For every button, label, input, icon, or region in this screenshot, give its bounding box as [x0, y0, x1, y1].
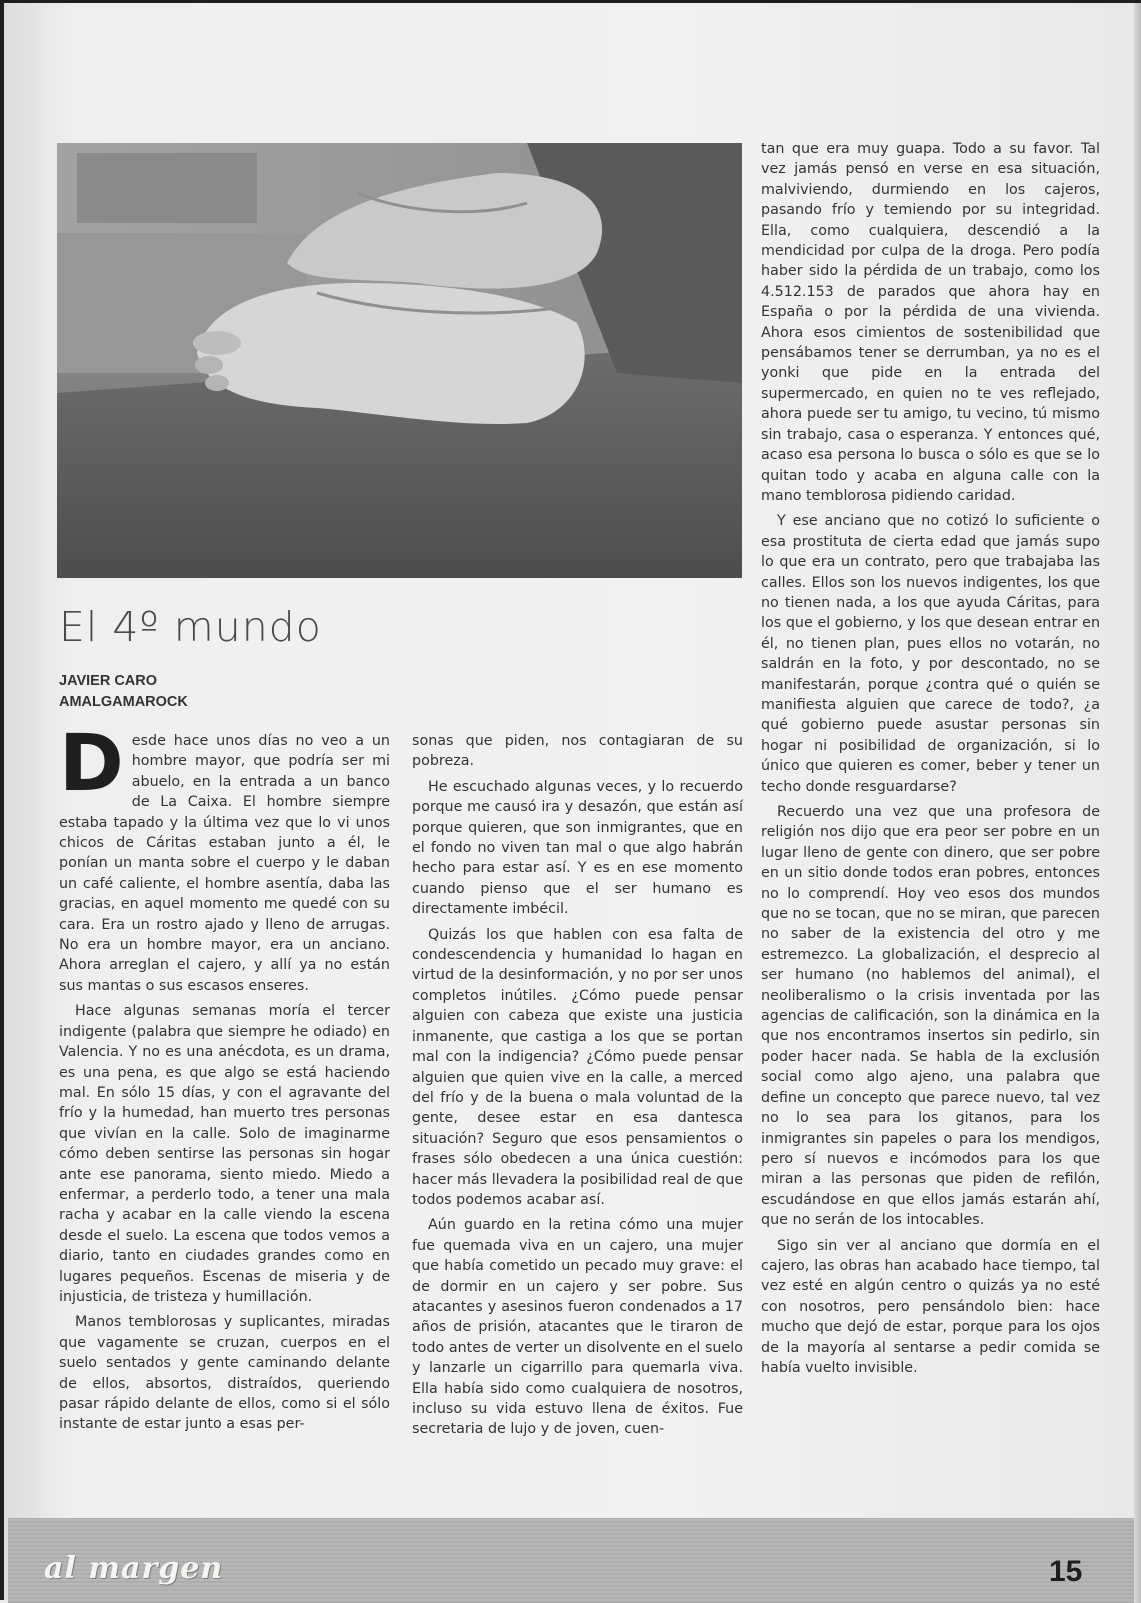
text-column-1 — [59, 719, 390, 1440]
drop-cap: D — [59, 719, 124, 809]
article-photo-bare-feet — [57, 143, 742, 578]
text-column-3 — [761, 139, 1100, 1383]
paragraph: Desde hace unos días no veo a un hombre mayor, que podría ser mi abuelo, en la entrada a un banco de La Caixa. El hombre siempre estaba tapado y la última vez que lo vi unos chicos de Cáritas estaban junto a él, le ponían un manta sobre el cuerpo y le daban un café caliente, el hombre asentía, daba las gracias, en aquel momento me quedé con su cara. Era un rostro ajado y lleno de arrugas. No era un hombre mayor, era un anciano. Ahora arreglan el cajero, y allí ya no están sus mantas o sus escasos enseres. — [59, 719, 390, 994]
page-number: 15 — [1049, 1555, 1083, 1588]
author-name: JAVIER CARO — [59, 673, 158, 689]
paragraph: Y ese anciano que no cotizó lo suficiente o esa prostituta de cierta edad que jamás supo lo que era un contrato, pero que trabajaba las calles. Ellos son los nuevos indigentes, los que no tienen nada, a los que ayuda Cáritas, para los que el gobierno, y los que desean entrar en él, no tienen plan, pues ellos no votarán, no saldrán en la foto, y por descontado, no se manifestarán, porque ¿contra qué o quién se manifiesta alguien que carece de todo?, ¿a qué gobierno puede asustar personas sin hogar ni posibilidad de organización, si lo único que quieren es comer, beber y tener un techo donde resguardarse? — [761, 513, 1100, 795]
paragraph: sonas que piden, nos contagiaran de su pobreza. — [412, 733, 743, 770]
magazine-logo: al margen — [44, 1551, 224, 1586]
paragraph: Recuerdo una vez que una profesora de religión nos dijo que era peor ser pobre en un lugar lleno de gente con dinero, que ser pobre en un sitio donde todos eran pobres, entonces no lo comprendí. Hoy veo esos dos mundos que no se tocan, que no se miran, que parecen no saber de la existencia del otro y me estremezco. La globalización, el desprecio al ser humano (no hablemos del animal), el neoliberalismo o la crisis inventada por las agencias de calificación, son la dinámica en la que nos encontramos insertos sin pedirlo, sin poder hacer nada. Se habla de la exclusión social como algo ajeno, una palabra que define un concepto que parece nuevo, tal vez no lo sea para los gitanos, para los inmigrantes sin papeles o para los mendigos, pero sí nuevos e incómodos para los que miran a las personas que piden de refilón, escudándose en que ellos jamás estarán ahí, que no serán de los intocables. — [761, 804, 1100, 1229]
page-edge — [1134, 3, 1141, 1603]
publication-name: AMALGAMAROCK — [59, 694, 188, 710]
paragraph: Hace algunas semanas moría el tercer indigente (palabra que siempre he odiado) en Valencia. Y no es una anécdota, es un drama, es una pena, es que algo se está haciendo mal. En sólo 15 días, y con el agravante del frío y la humedad, han muerto tres personas que vivían en la calle. Solo de imaginarme cómo deben sentirse las personas sin hogar ante ese panorama, siento miedo. Miedo a enfermar, a perderlo todo, a tener una mala racha y acabar en la calle viendo la escena desde el suelo. La escena que todos vemos a diario, tanto en ciudades grandes como en lugares pequeños. Escenas de miseria y de injusticia, de tristeza y humillación. — [59, 1003, 390, 1305]
byline — [59, 671, 188, 713]
feet-photo-illustration — [57, 143, 742, 578]
paragraph: Sigo sin ver al anciano que dormía en el cajero, las obras han acabado hace tiempo, tal vez esté en algún centro o quizás ya no esté con nosotros, pero pensándolo bien: hace mucho que dejó de estar, porque para los ojos de la mayoría al sentarse a pedir comida se había vuelto invisible. — [761, 1237, 1100, 1376]
paragraph: Quizás los que hablen con esa falta de condescendencia y humanidad lo hagan en virtud de la desinformación, y no por ser unos completos inútiles. ¿Cómo puede pensar alguien con cabeza que existe una justicia inmanente, que castiga a los que se portan mal con la indigencia? ¿Cómo puede pensar alguien que quien vive en la calle, a merced del frío y de la buena o mala voluntad de la gente, desee estar en esa dantesca situación? Seguro que esos pensamientos o frases sólo obedecen a una única cuestión: hacer más llevadera la posibilidad real de que todos podemos acabar así. — [412, 926, 743, 1208]
text-column-2 — [412, 731, 743, 1445]
article-title: El 4º mundo — [59, 603, 322, 651]
paragraph: Aún guardo en la retina cómo una mujer fue quemada viva en un cajero, una mujer que había cometido un pecado muy grave: el de dormir en un cajero y ser pobre. Sus atacantes y asesinos fueron condenados a 17 años de prisión, atacantes que le tiraron de todo antes de verter un disolvente en el suelo y lanzarle un cigarrillo para quemarla viva. Ella había sido como cualquiera de nosotros, incluso su vida estuvo llena de éxitos. Fue secretaria de lujo y de joven, cuen- — [412, 1217, 743, 1438]
paragraph: Manos temblorosas y suplicantes, miradas que vagamente se cruzan, cuerpos en el suelo sentados y gente caminando delante de ellos, absortos, distraídos, queriendo pasar rápido delante de ellos, como si el sólo instante de estar junto a esas per- — [59, 1314, 390, 1433]
paragraph: tan que era muy guapa. Todo a su favor. Tal vez jamás pensó en verse en esa situación, malviviendo, durmiendo en los cajeros, pasando frío y temiendo por su integridad. Ella, como cualquiera, descendió a la mendicidad por culpa de la droga. Pero podía haber sido la pérdida de un trabajo, como los 4.512.153 de parados que ahora hay en España o por la pérdida de una vivienda. Ahora esos cimientos de sostenibilidad que pensábamos tener se derrumban, ya no es el yonki que pide en la entrada del supermercado, en quien no te ves reflejado, ahora puede ser tu amigo, tu vecino, tú mismo sin trabajo, casa o esperanza. Y entonces qué, acaso esa persona lo busca o sólo es que se lo quitan todo y acaba en alguna calle con la mano temblorosa pidiendo caridad. — [761, 141, 1100, 504]
paragraph: He escuchado algunas veces, y lo recuerdo porque me causó ira y desazón, que están así porque quieren, que son inmigrantes, que en el fondo no viven tan mal o que algo habrán hecho para estar así. Y es en ese momento cuando pienso que el ser humano es directamente imbécil. — [412, 778, 743, 918]
